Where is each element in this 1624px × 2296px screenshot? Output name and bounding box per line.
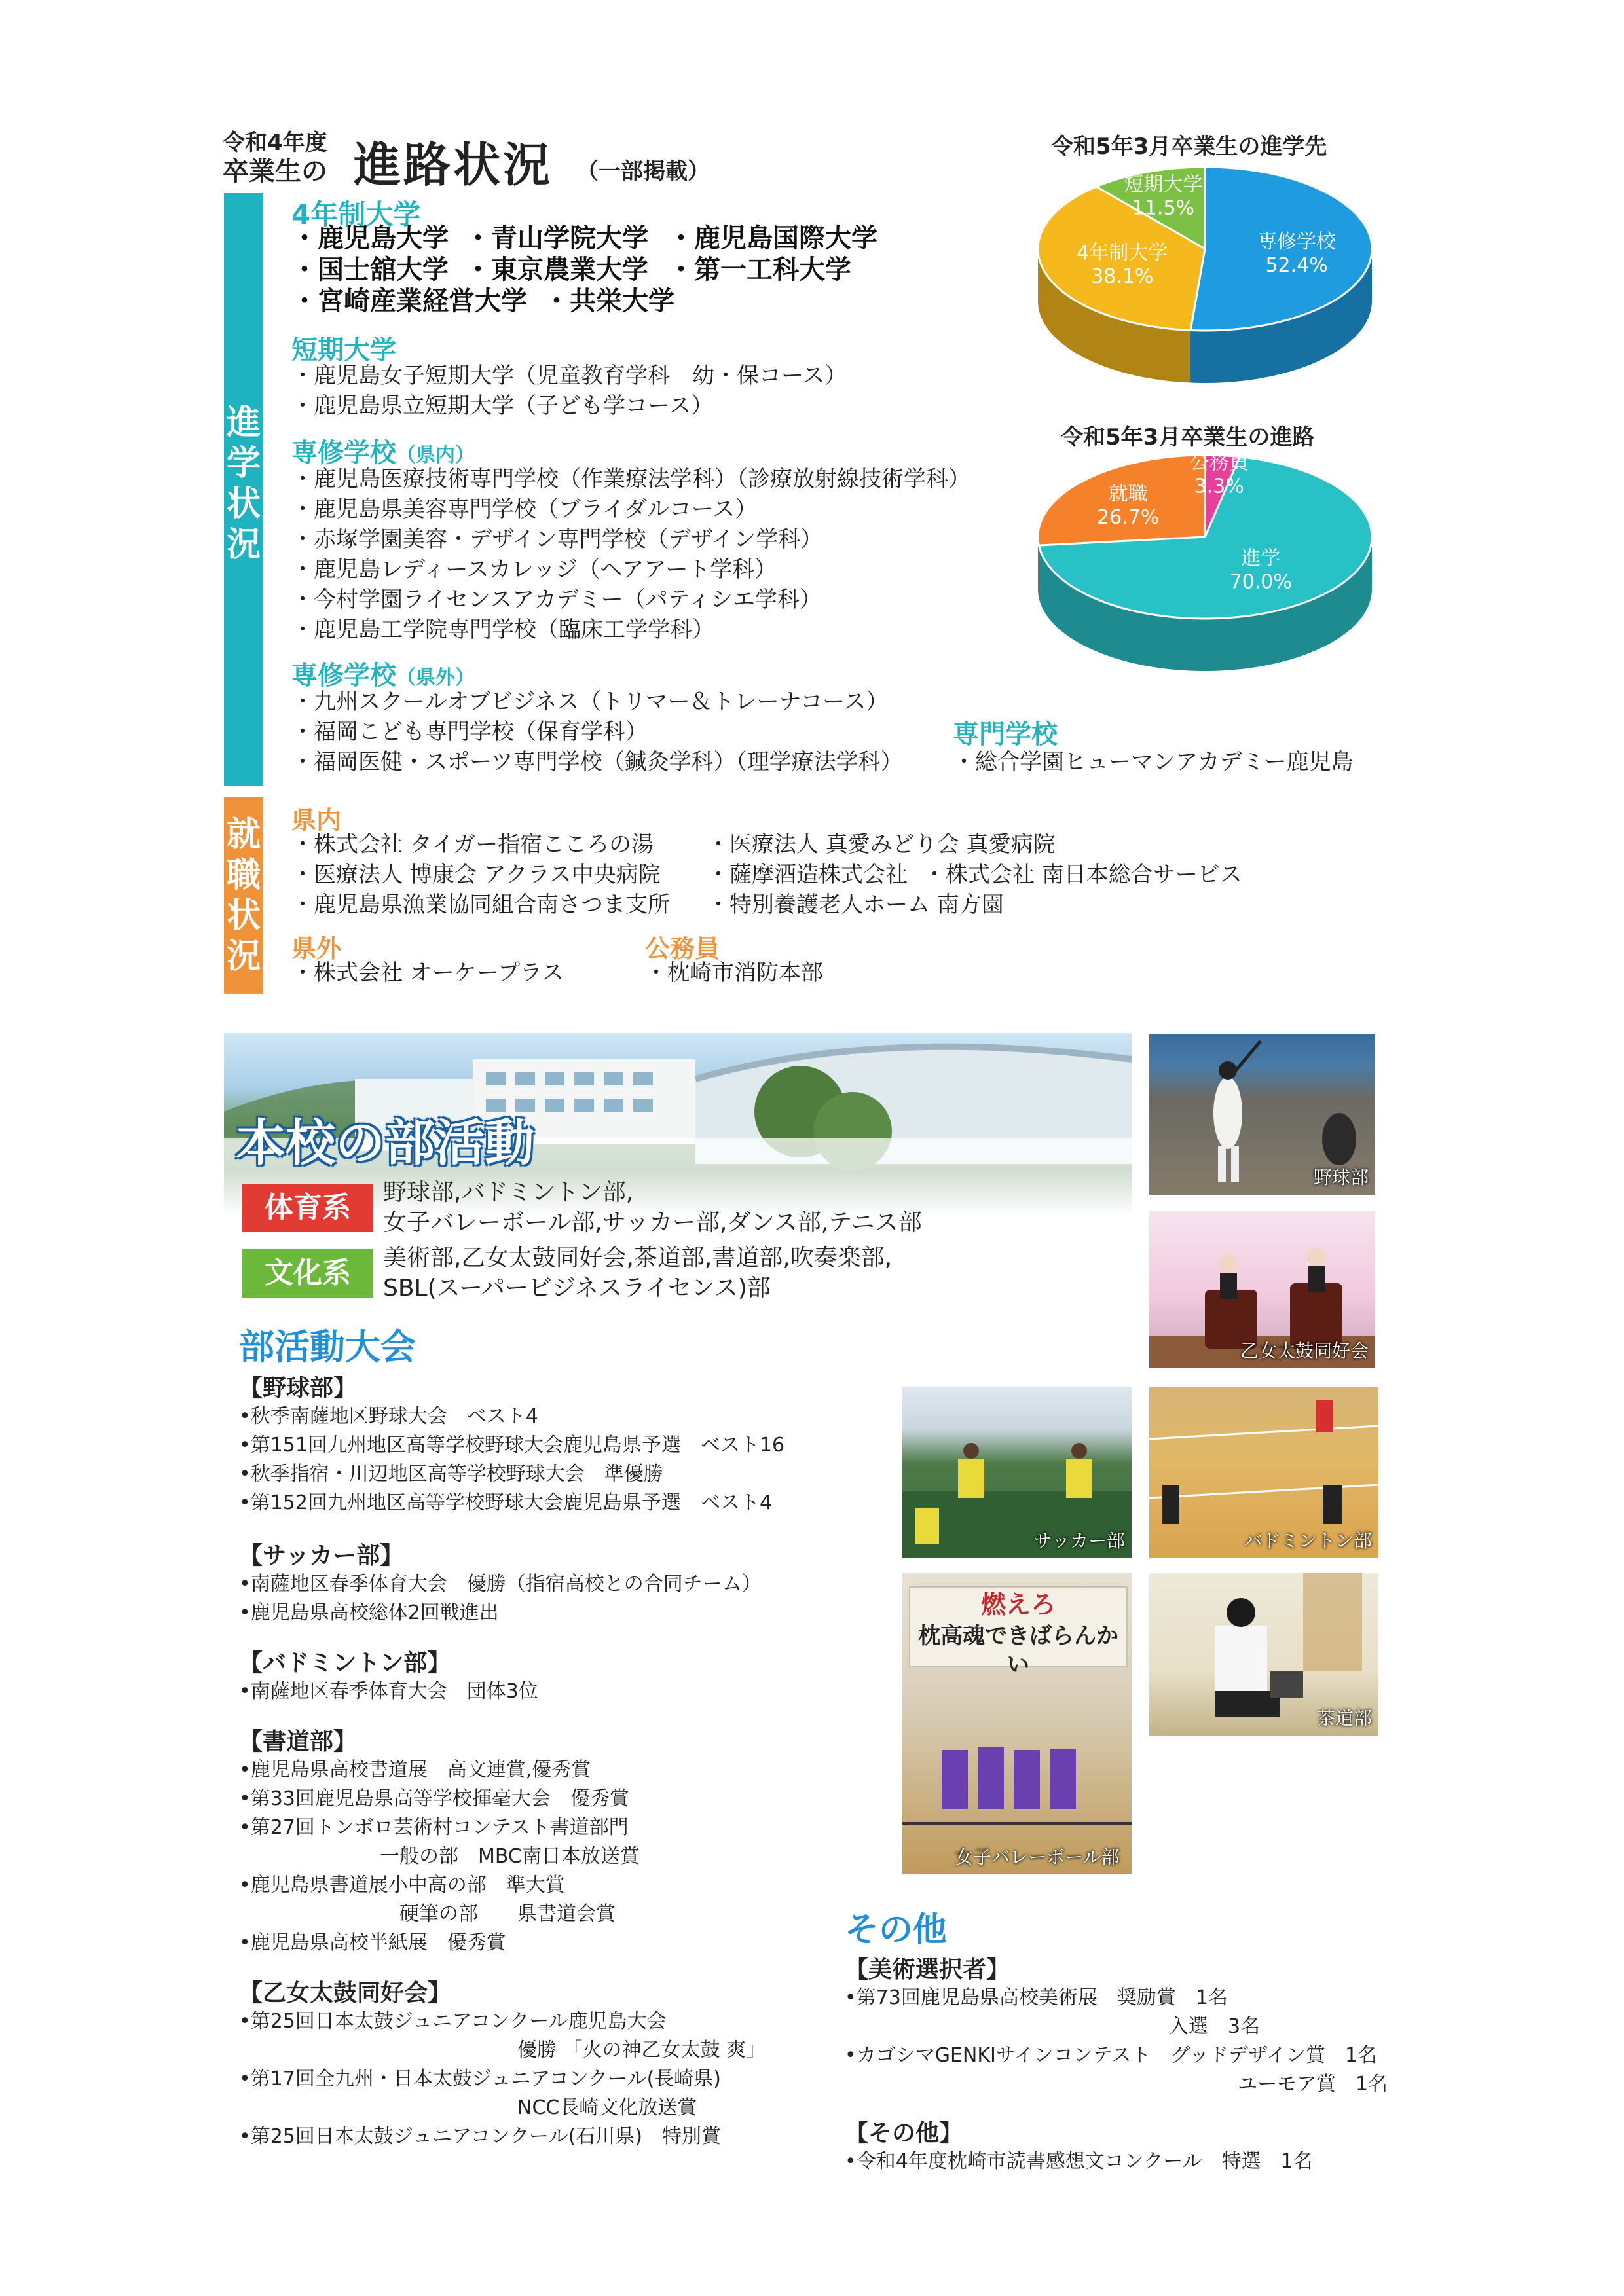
- baseball-item: •第152回九州地区高等学校野球大会鹿児島県予選 ベスト4: [239, 1491, 773, 1514]
- calligraphy-heading: 【書道部】: [239, 1728, 358, 1755]
- photo-caption: 女子バレーボール部: [955, 1846, 1120, 1868]
- taiko-item: •第25回日本太鼓ジュニアコンクール(石川県) 特別賞: [239, 2125, 721, 2148]
- emp-item: ・医療法人 真愛みどり会 真愛病院: [707, 831, 1056, 858]
- pie-label-2: 短期大学: [1124, 173, 1203, 196]
- art-item: 入選 3名: [1169, 2015, 1261, 2038]
- page-title-note: （一部掲載）: [576, 158, 710, 185]
- side-char: 況: [226, 937, 261, 976]
- photo-baseball: [1149, 1034, 1375, 1195]
- culture-clubs-line2: SBL(スーパービジネスライセンス)部: [383, 1275, 771, 1302]
- photo-caption: 乙女太鼓同好会: [1240, 1340, 1369, 1362]
- photo-soccer: [902, 1387, 1132, 1558]
- badminton-item: •南薩地区春季体育大会 団体3位: [239, 1680, 538, 1703]
- univ4-item: ・鹿児島国際大学: [668, 223, 877, 253]
- banner-line2: 枕高魂できばらんかい: [918, 1623, 1118, 1678]
- pie-label-1: 4年制大学: [1077, 241, 1168, 264]
- calligraphy-item: •鹿児島県高校半紙展 優秀賞: [239, 1931, 506, 1954]
- page-title: 進路状況: [354, 137, 553, 192]
- emp-out-heading: 県外: [291, 934, 342, 963]
- chart-1-title: 令和5年3月卒業生の進学先: [1051, 134, 1327, 160]
- pie-chart-destinations: [1028, 157, 1382, 399]
- senshu-out-item: ・九州スクールオブビジネス（トリマー＆トレーナコース）: [291, 689, 889, 715]
- culture-label: 文化系: [242, 1249, 373, 1298]
- pie-chart-paths: [1028, 445, 1382, 687]
- univ4-heading: 4年制大学: [291, 198, 421, 230]
- other-heading: 【その他】: [845, 2120, 963, 2147]
- calligraphy-item: •第33回鹿児島県高等学校揮毫大会 優秀賞: [239, 1787, 629, 1810]
- emp-out-item: ・株式会社 オーケープラス: [291, 960, 564, 986]
- baseball-item: •第151回九州地区高等学校野球大会鹿児島県予選 ベスト16: [239, 1434, 785, 1457]
- pie-value-label-0: 70.0%: [1229, 570, 1292, 594]
- pie-value-label-1: 38.1%: [1091, 264, 1154, 288]
- banner-line1: 燃えろ: [980, 1590, 1056, 1619]
- soccer-heading: 【サッカー部】: [239, 1542, 404, 1569]
- photo-caption: バドミントン部: [1244, 1530, 1372, 1552]
- culture-clubs-line1: 美術部,乙女太鼓同好会,茶道部,書道部,吹奏楽部,: [383, 1245, 893, 1271]
- pie-value-label-0: 52.4%: [1265, 253, 1328, 277]
- art-item: ユーモア賞 1名: [1238, 2073, 1388, 2096]
- clubs-title: 本校の部活動: [236, 1114, 534, 1172]
- volleyball-banner: [909, 1586, 1128, 1678]
- emp-item: ・株式会社 タイガー指宿こころの湯: [291, 831, 654, 858]
- univ4-item: ・鹿児島大学: [291, 223, 449, 253]
- sports-clubs-line2: 女子バレーボール部,サッカー部,ダンス部,テニス部: [383, 1209, 922, 1236]
- univ4-item: ・第一工科大学: [668, 255, 851, 285]
- pie-label-2: 公務員: [1189, 451, 1249, 475]
- senshu-in-title: 専修学校: [291, 438, 396, 468]
- senshu-in-item: ・赤塚学園美容・デザイン専門学校（デザイン学科）: [291, 526, 823, 553]
- senshu-in-item: ・鹿児島医療技術専門学校（作業療法学科）（診療放射線技術学科）: [291, 466, 970, 492]
- baseball-heading: 【野球部】: [239, 1375, 358, 1402]
- emp-civil-heading: 公務員: [645, 934, 720, 963]
- emp-item: ・医療法人 博康会 アクラス中央病院: [291, 862, 661, 888]
- side-char: 進: [226, 403, 261, 443]
- header: [223, 124, 812, 190]
- calligraphy-item: •鹿児島県書道展小中高の部 準大賞: [239, 1874, 565, 1897]
- senshu-in-item: ・鹿児島県美容専門学校（ブライダルコース）: [291, 496, 758, 522]
- pie-label-0: 専修学校: [1257, 230, 1337, 253]
- side-char: 状: [226, 896, 261, 936]
- photo-taiko: [1149, 1211, 1375, 1368]
- soccer-item: •鹿児島県高校総体2回戦進出: [239, 1601, 499, 1624]
- side-char: 学: [226, 444, 261, 483]
- emp-in-heading: 県内: [291, 806, 342, 835]
- sports-clubs-line1: 野球部,バドミントン部,: [383, 1179, 634, 1206]
- baseball-item: •秋季南薩地区野球大会 ベスト4: [239, 1405, 538, 1428]
- senshu-out-item: ・福岡医健・スポーツ専門学校（鍼灸学科）（理学療法学科）: [291, 749, 903, 775]
- univ4-item: ・青山学院大学: [465, 223, 648, 253]
- taiko-heading: 【乙女太鼓同好会】: [239, 1980, 452, 2007]
- badminton-heading: 【バドミントン部】: [239, 1650, 451, 1677]
- other-item: •令和4年度枕崎市読書感想文コンクール 特選 1名: [845, 2150, 1313, 2173]
- side-char: 況: [226, 525, 261, 564]
- photo-badminton: [1149, 1387, 1378, 1558]
- side-label-shingaku: [224, 193, 263, 786]
- sports-label: 体育系: [242, 1184, 373, 1232]
- photo-volleyball: [902, 1573, 1132, 1874]
- calligraphy-item: •第27回トンボロ芸術村コンテスト書道部門: [239, 1816, 629, 1839]
- senmon-item: ・総合学園ヒューマンアカデミー鹿児島: [953, 749, 1354, 775]
- calligraphy-item: 硬筆の部 県書道会賞: [399, 1903, 616, 1925]
- photo-caption: 茶道部: [1316, 1707, 1372, 1729]
- art-item: •第73回鹿児島県高校美術展 奨励賞 1名: [845, 1986, 1228, 2009]
- header-year: 令和4年度: [223, 130, 327, 156]
- senshu-in-item: ・今村学園ライセンスアカデミー（パティシエ学科）: [291, 587, 822, 613]
- side-char: 就: [226, 815, 261, 854]
- pie-value-label-2: 3.3%: [1194, 475, 1244, 498]
- univ4-item: ・東京農業大学: [465, 255, 648, 285]
- side-label-shushoku: [224, 797, 263, 994]
- tandai-heading: 短期大学: [291, 335, 396, 365]
- others-title: その他: [845, 1910, 948, 1950]
- senmon-heading: 専門学校: [953, 720, 1058, 750]
- chart-2-title: 令和5年3月卒業生の進路: [1061, 424, 1315, 450]
- pie-label-0: 進学: [1241, 547, 1281, 570]
- calligraphy-item: •鹿児島県高校書道展 高文連賞,優秀賞: [239, 1758, 591, 1781]
- taiko-item: 優勝 「火の神乙女太鼓 爽」: [517, 2039, 766, 2062]
- senshu-in-item: ・鹿児島工学院専門学校（臨床工学学科）: [291, 617, 714, 643]
- senshu-out-heading: [291, 655, 475, 692]
- art-heading: 【美術選択者】: [845, 1956, 1010, 1983]
- art-item: •カゴシマGENKIサインコンテスト グッドデザイン賞 1名: [845, 2044, 1378, 2067]
- side-char: 状: [226, 484, 261, 524]
- pie-value-label-1: 26.7%: [1097, 506, 1160, 530]
- univ4-item: ・国士舘大学: [291, 255, 449, 285]
- senshu-out-note: （県外）: [396, 666, 475, 689]
- pie-label-1: 就職: [1108, 483, 1148, 506]
- emp-item: ・特別養護老人ホーム 南方園: [707, 892, 1004, 918]
- senshu-out-item: ・福岡こども専門学校（保育学科）: [291, 719, 648, 745]
- header-grads: 卒業生の: [223, 156, 327, 187]
- photo-sado: [1149, 1573, 1378, 1736]
- soccer-item: •南薩地区春季体育大会 優勝（指宿高校との合同チーム）: [239, 1573, 762, 1595]
- senshu-in-note: （県内）: [396, 444, 475, 467]
- senshu-in-item: ・鹿児島レディースカレッジ（ヘアアート学科）: [291, 556, 777, 583]
- taiko-item: NCC長崎文化放送賞: [517, 2096, 697, 2119]
- tandai-item: ・鹿児島県立短期大学（子ども学コース）: [291, 393, 714, 419]
- emp-item: ・薩摩酒造株式会社: [707, 862, 908, 888]
- tournaments-title: 部活動大会: [239, 1326, 416, 1368]
- baseball-item: •秋季指宿・川辺地区高等学校野球大会 準優勝: [239, 1463, 663, 1485]
- univ4-item: ・宮崎産業経営大学: [291, 286, 527, 316]
- univ4-item: ・共栄大学: [544, 286, 674, 316]
- calligraphy-item: 一般の部 MBC南日本放送賞: [380, 1845, 640, 1868]
- emp-civil-item: ・枕崎市消防本部: [645, 960, 823, 986]
- taiko-item: •第17回全九州・日本太鼓ジュニアコンクール(長崎県): [239, 2068, 721, 2090]
- senshu-in-heading: [291, 432, 475, 469]
- emp-item: ・株式会社 南日本総合サービス: [923, 862, 1242, 888]
- pie-value-label-2: 11.5%: [1132, 196, 1194, 220]
- tandai-item: ・鹿児島女子短期大学（児童教育学科 幼・保コース）: [291, 363, 847, 389]
- photo-caption: サッカー部: [1033, 1530, 1125, 1552]
- photo-caption: 野球部: [1313, 1167, 1369, 1188]
- side-char: 職: [226, 856, 261, 895]
- taiko-item: •第25回日本太鼓ジュニアコンクール鹿児島大会: [239, 2010, 667, 2033]
- senshu-out-title: 専修学校: [291, 661, 396, 691]
- emp-item: ・鹿児島県漁業協同組合南さつま支所: [291, 892, 670, 918]
